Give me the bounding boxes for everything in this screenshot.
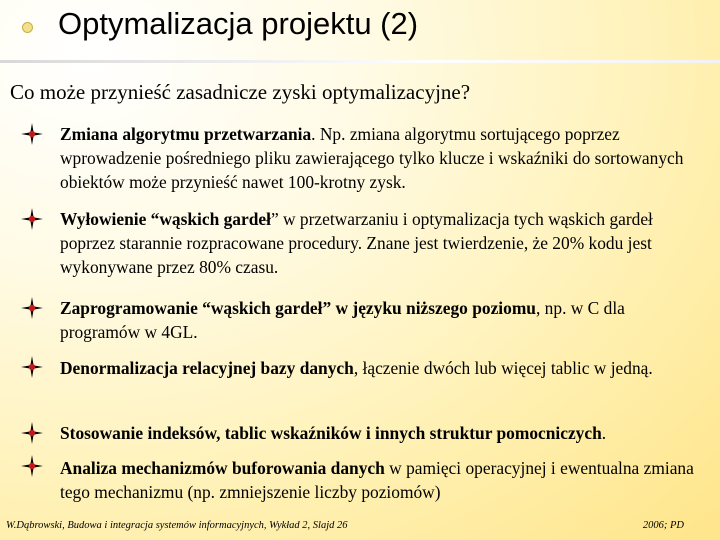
item-bold: Denormalizacja relacyjnej bazy danych	[60, 358, 354, 378]
item-bold: Zaprogramowanie “wąskich gardeł” w języku niższego poziomu	[60, 298, 536, 318]
title-bullet-icon	[22, 22, 33, 33]
list-item	[60, 122, 700, 194]
item-text: ” w przetwarzaniu i optymalizacja tych wąskich gardeł poprzez starannie rozpracowane procedury. Znane jest twierdzenie, że 20% kodu jest wykonywane przez 80% czasu.	[60, 209, 653, 277]
star-bullet-icon	[20, 454, 44, 478]
star-bullet-icon	[20, 355, 44, 379]
star-bullet-icon	[20, 122, 44, 146]
list-item	[60, 421, 700, 445]
title-divider	[0, 60, 720, 63]
item-bold: Stosowanie indeksów, tablic wskaźników i innych struktur pomocniczych	[60, 423, 602, 443]
item-bold: Wyłowienie “wąskich gardeł	[60, 209, 271, 229]
slide-title: Optymalizacja projektu (2)	[58, 6, 419, 41]
item-text: , np. w C dla programów w 4GL.	[60, 298, 625, 342]
list-item	[60, 356, 700, 380]
item-bold: Analiza mechanizmów buforowania danych	[60, 458, 385, 478]
slide-header	[0, 0, 720, 56]
footer-source: W.Dąbrowski, Budowa i integracja systemów informacyjnych, Wykład 2, Slajd 26	[6, 520, 348, 531]
list-item	[60, 207, 700, 279]
item-text: .	[601, 423, 607, 443]
star-bullet-icon	[20, 421, 44, 445]
item-text: w pamięci operacyjnej i ewentualna zmiana tego mechanizmu (np. zmniejszenie liczby poziomów)	[60, 458, 694, 502]
item-text: . Np. zmiana algorytmu sortującego poprzez wprowadzenie pośredniego pliku zawierającego tylko klucze i wskaźniki do sortowanych obiektów może przynieść nawet 100-krotny zysk.	[60, 124, 684, 192]
star-bullet-icon	[20, 207, 44, 231]
slide-question: Co może przynieść zasadnicze zyski optymalizacyjne?	[10, 80, 471, 104]
item-bold: Zmiana algorytmu przetwarzania	[60, 124, 312, 144]
footer-date: 2006; PD	[642, 520, 684, 531]
list-item	[60, 456, 700, 504]
list-item	[60, 296, 700, 344]
star-bullet-icon	[20, 296, 44, 320]
item-text: , łączenie dwóch lub więcej tablic w jedną.	[353, 358, 653, 378]
